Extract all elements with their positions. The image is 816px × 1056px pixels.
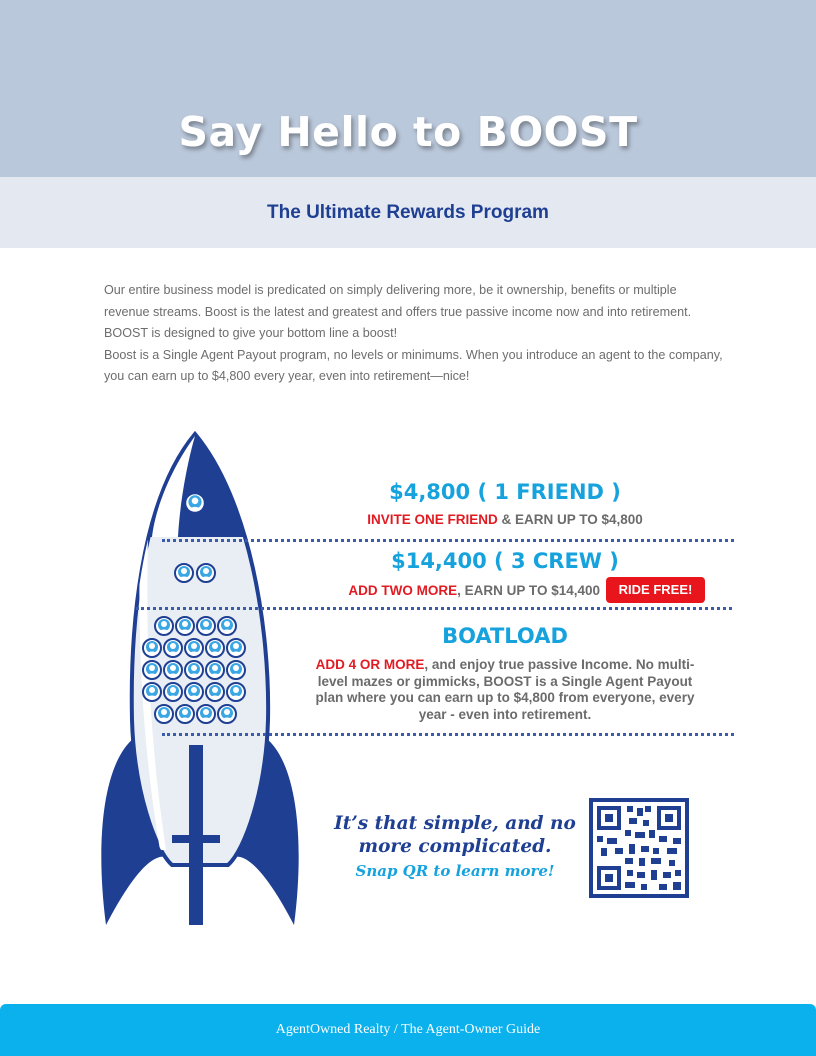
tier-3-highlight: ADD 4 OR MORE [315, 657, 425, 672]
divider-2 [136, 607, 732, 610]
tier-3-rest: , and enjoy true passive Income. No multi-level mazes or gimmicks, BOOST is a Single Agent Payout plan where you can earn up to $4,800 from everyone, every year - even into retirement. [315, 657, 695, 722]
tier-1 [300, 480, 710, 527]
tier-1-heading: $4,800 ( 1 FRIEND ) [389, 480, 621, 504]
ride-free-badge: RIDE FREE! [606, 577, 705, 603]
page-title: Say Hello to BOOST [178, 108, 638, 156]
intro-paragraph-2: Boost is a Single Agent Payout program, no levels or minimums. When you introduce an agent to the company, you can earn up to $4,800 every year, even into retirement—nice! [104, 347, 723, 384]
tier-2-rest: , EARN UP TO $14,400 [457, 583, 600, 598]
footer-text: AgentOwned Realty / The Agent-Owner Guide [275, 1022, 541, 1037]
tier-1-rest: & EARN UP TO $4,800 [497, 512, 643, 527]
rocket-illustration [100, 430, 300, 935]
cta-snap: Snap QR to learn more! [355, 862, 555, 880]
tier-1-line [300, 512, 710, 527]
intro-text [104, 280, 724, 388]
tier-2 [300, 549, 710, 573]
tier-3-body [305, 657, 705, 723]
cta-tagline: It’s that simple, and no more complicated. [334, 813, 576, 857]
qr-code[interactable] [589, 798, 689, 898]
intro-paragraph-1: Our entire business model is predicated on simply delivering more, be it ownership, benefits or multiple revenue streams. Boost is the latest and greatest and offers true passive income now and into retirement. BOOST is designed to give your bottom line a boost! [104, 283, 692, 341]
divider-1 [162, 539, 734, 542]
page-subtitle: The Ultimate Rewards Program [267, 202, 549, 223]
tier-3 [300, 624, 710, 723]
tier-2-line [300, 583, 600, 598]
divider-3 [162, 733, 734, 736]
tier-2-heading: $14,400 ( 3 CREW ) [391, 549, 619, 573]
tier-3-heading: BOATLOAD [442, 624, 568, 648]
tier-1-highlight: INVITE ONE FRIEND [367, 512, 498, 527]
tier-2-highlight: ADD TWO MORE [348, 583, 458, 598]
